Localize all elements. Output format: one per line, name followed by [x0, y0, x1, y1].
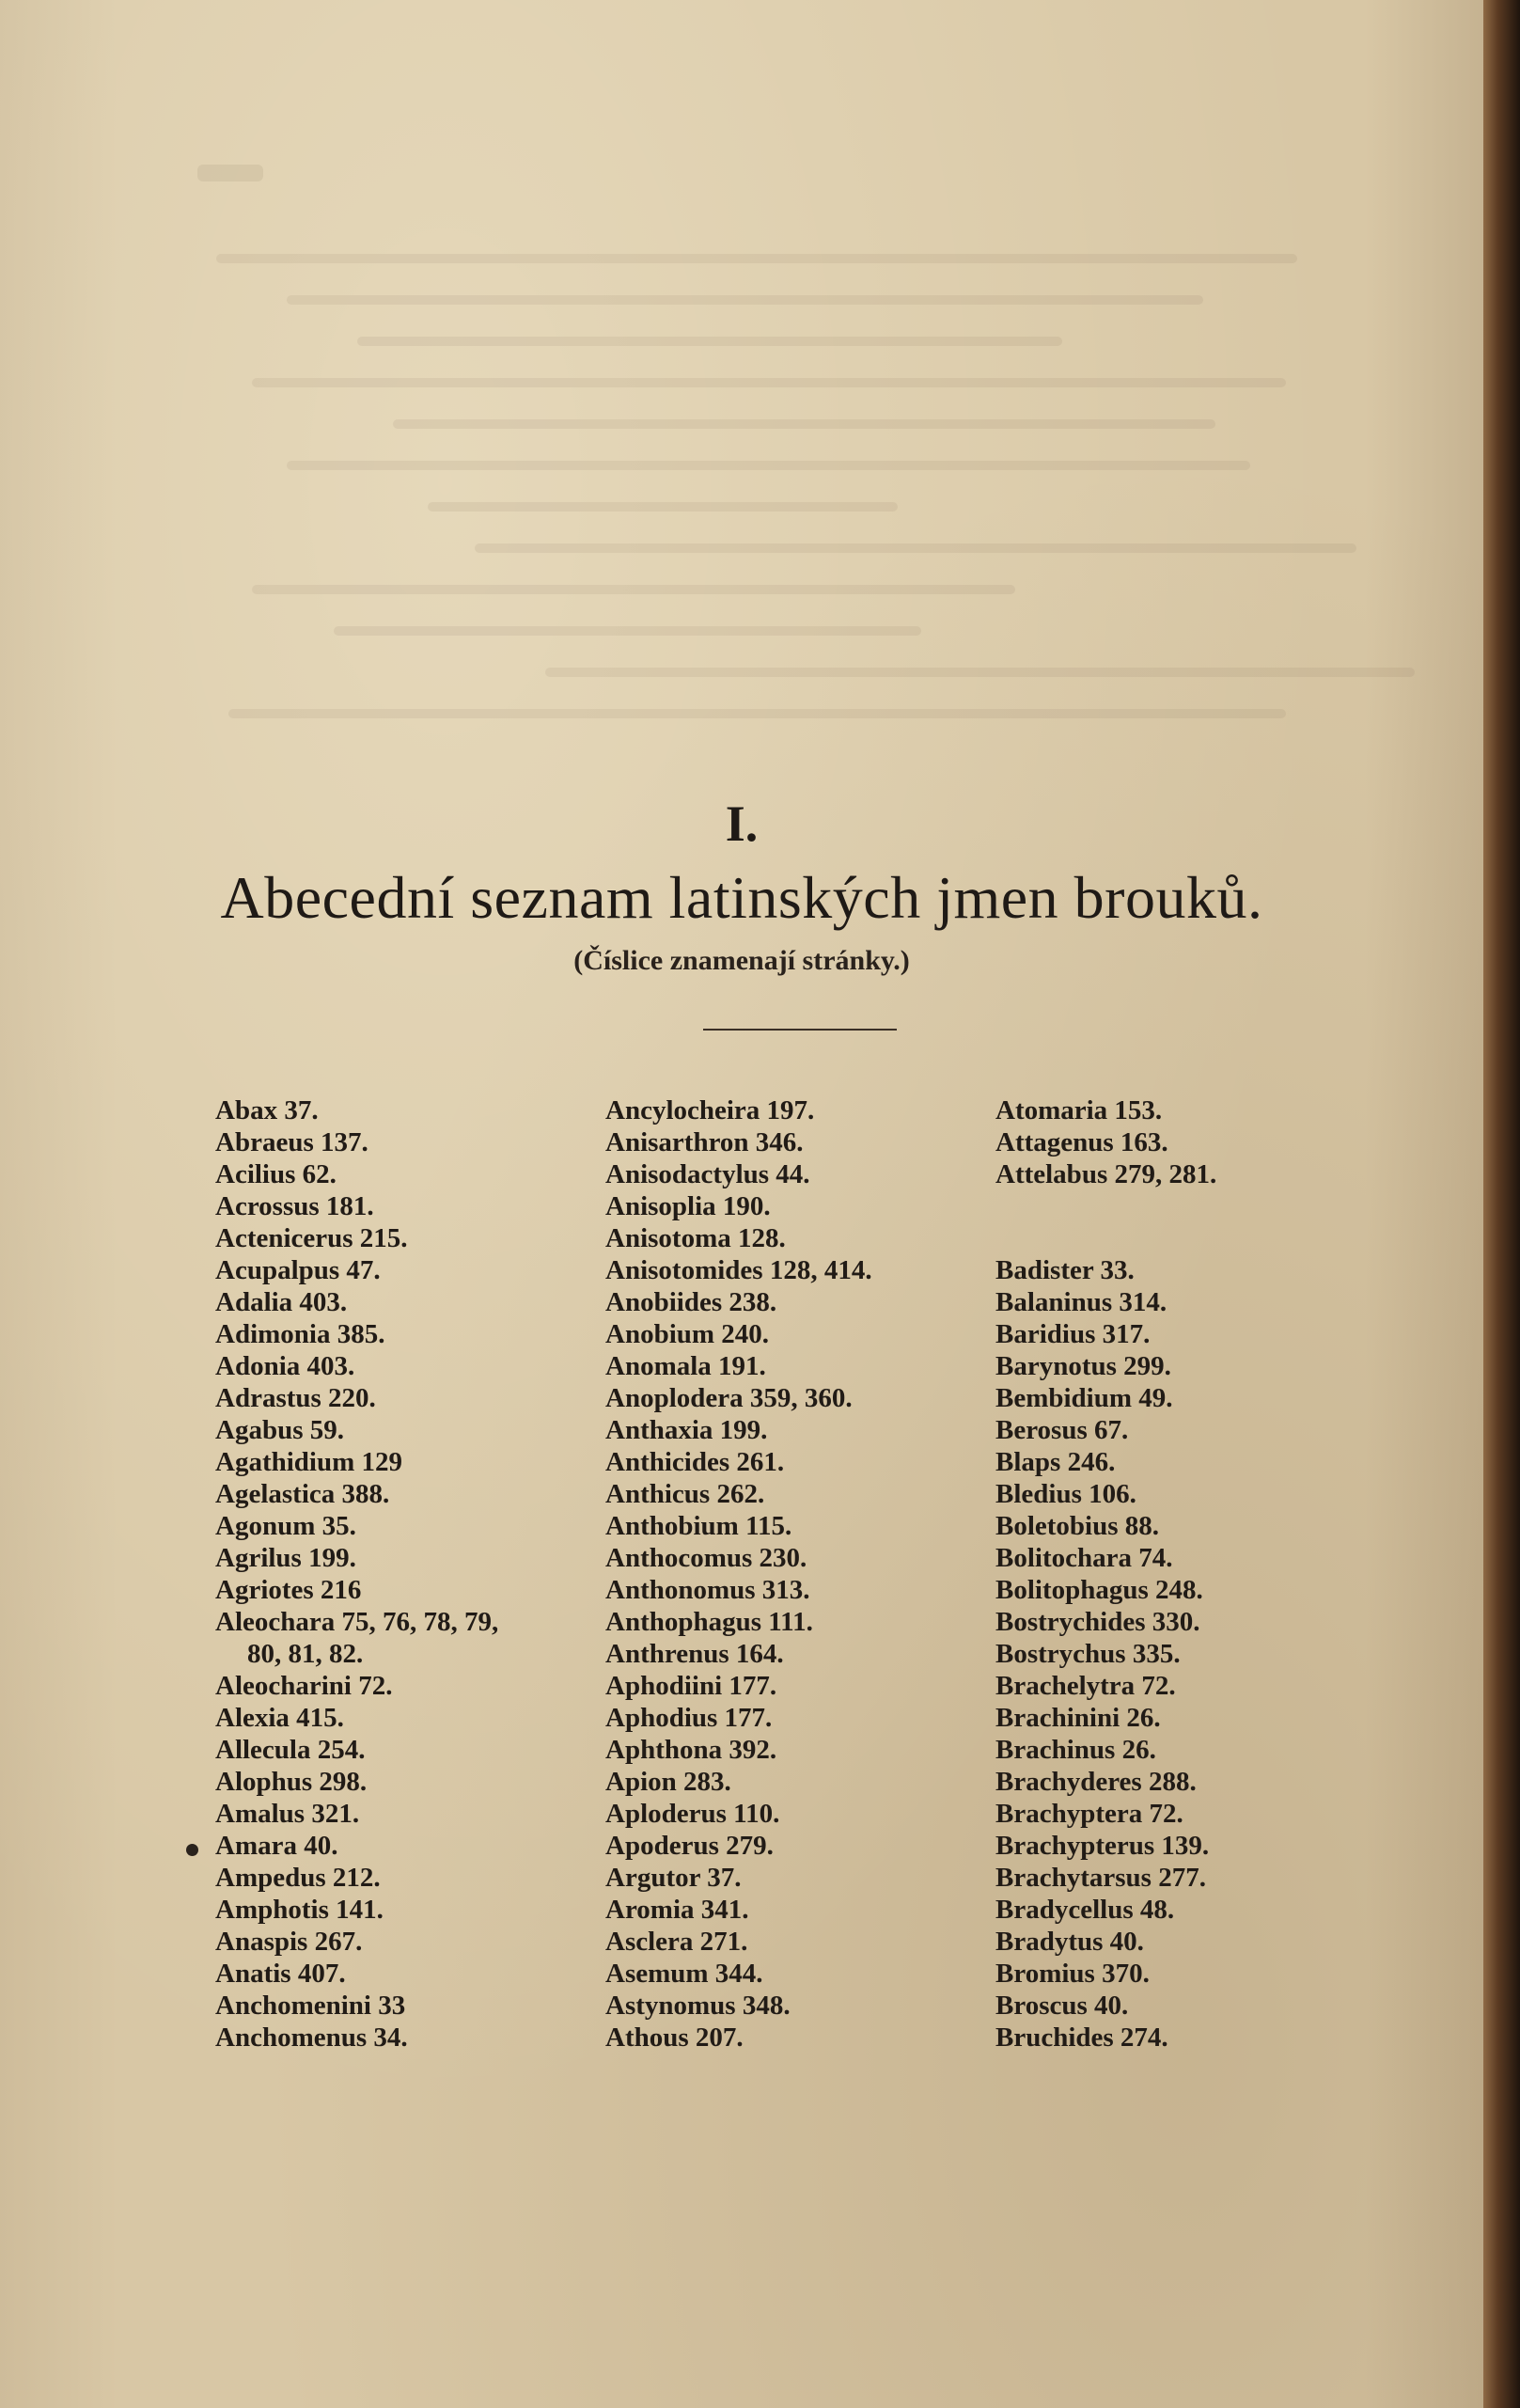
index-entry: Adrastus 220. [215, 1383, 376, 1413]
index-entry: Alophus 298. [215, 1767, 368, 1797]
index-entry: Bostrychides 330. [995, 1607, 1200, 1637]
index-entry: Berosus 67. [995, 1415, 1129, 1445]
index-entry: Ancylocheira 197. [605, 1095, 815, 1125]
index-entry: Brachinini 26. [995, 1703, 1161, 1733]
index-entry: Brachytarsus 277. [995, 1863, 1206, 1893]
bleed-through-folio [197, 165, 263, 181]
index-entry: Bradycellus 48. [995, 1895, 1175, 1925]
index-entry: Bruchides 274. [995, 2022, 1168, 2053]
index-entry-continuation: 80, 81, 82. [247, 1639, 364, 1669]
index-entry: Acilius 62. [215, 1159, 337, 1189]
index-entry: Brachinus 26. [995, 1735, 1156, 1765]
index-entry: Agriotes 216 [215, 1575, 362, 1605]
index-entry: Agabus 59. [215, 1415, 344, 1445]
index-entry: Brachyptera 72. [995, 1799, 1183, 1829]
index-entry: Apion 283. [605, 1767, 731, 1797]
index-entry: Amalus 321. [215, 1799, 360, 1829]
index-entry: Anobium 240. [605, 1319, 770, 1349]
letter-group-spacer [995, 1222, 1371, 1254]
index-entry: Bledius 106. [995, 1479, 1136, 1509]
index-entry: Anatis 407. [215, 1959, 346, 1989]
index-entry: Aploderus 110. [605, 1799, 780, 1829]
index-entry: Brachyderes 288. [995, 1767, 1197, 1797]
index-entry: Anobiides 238. [605, 1287, 777, 1317]
index-column-1 [215, 1094, 591, 2054]
index-entry: Anthicides 261. [605, 1447, 785, 1477]
index-entry: Adonia 403. [215, 1351, 355, 1381]
index-entry: Anisodactylus 44. [605, 1159, 810, 1189]
title-divider [703, 1029, 897, 1031]
index-entry: Anchomenini 33 [215, 1991, 406, 2021]
index-entry: Aleochara 75, 76, 78, 79, [215, 1607, 499, 1637]
index-entry: Bolitochara 74. [995, 1543, 1173, 1573]
index-entry: Bradytus 40. [995, 1927, 1144, 1957]
page-subtitle: (Číslice znamenají stránky.) [573, 945, 910, 976]
index-entry: Attagenus 163. [995, 1127, 1168, 1157]
index-entry: Aphodiini 177. [605, 1671, 777, 1701]
page-title: Abecední seznam latinských jmen brouků. [220, 864, 1263, 931]
index-entry: Asemum 344. [605, 1959, 763, 1989]
index-entry: Bromius 370. [995, 1959, 1150, 1989]
index-entry: Amphotis 141. [215, 1895, 384, 1925]
book-spine-edge [1483, 0, 1520, 2408]
index-entry: Anisotoma 128. [605, 1223, 786, 1253]
index-entry: Apoderus 279. [605, 1831, 774, 1861]
index-entry: Atomaria 153. [995, 1095, 1163, 1125]
index-entry: Blaps 246. [995, 1447, 1116, 1477]
index-entry: Allecula 254. [215, 1735, 366, 1765]
index-entry: Anthophagus 111. [605, 1607, 813, 1637]
index-entry: Anthobium 115. [605, 1511, 792, 1541]
index-entry: Acrossus 181. [215, 1191, 374, 1221]
index-entry: Anthaxia 199. [605, 1415, 768, 1445]
index-entry: Anthocomus 230. [605, 1543, 807, 1573]
index-entry: Alexia 415. [215, 1703, 344, 1733]
index-entry: Adalia 403. [215, 1287, 348, 1317]
index-entry: Acupalpus 47. [215, 1255, 381, 1285]
index-entry: Anthicus 262. [605, 1479, 765, 1509]
index-entry: Actenicerus 215. [215, 1223, 408, 1253]
index-entry: Agathidium 129 [215, 1447, 403, 1477]
index-entry: Anaspis 267. [215, 1927, 363, 1957]
index-entry: Bembidium 49. [995, 1383, 1173, 1413]
section-number: I. [725, 795, 759, 852]
index-entry: Anthrenus 164. [605, 1639, 784, 1669]
index-entry: Ampedus 212. [215, 1863, 381, 1893]
index-entry: Abax 37. [215, 1095, 319, 1125]
index-column-3 [995, 1094, 1371, 2054]
index-entry: Anisotomides 128, 414. [605, 1255, 872, 1285]
index-entry: Anomala 191. [605, 1351, 766, 1381]
index-entry: Agelastica 388. [215, 1479, 390, 1509]
index-entry: Broscus 40. [995, 1991, 1129, 2021]
index-entry: Agrilus 199. [215, 1543, 356, 1573]
index-entry: Adimonia 385. [215, 1319, 385, 1349]
index-entry: Abraeus 137. [215, 1127, 368, 1157]
index-entry: Aromia 341. [605, 1895, 749, 1925]
index-entry: Agonum 35. [215, 1511, 356, 1541]
index-entry: Balaninus 314. [995, 1287, 1167, 1317]
index-column-2 [605, 1094, 981, 2054]
index-entry: Badister 33. [995, 1255, 1135, 1285]
index-entry: Brachypterus 139. [995, 1831, 1210, 1861]
index-entry: Anisarthron 346. [605, 1127, 804, 1157]
index-entry: Anoplodera 359, 360. [605, 1383, 853, 1413]
index-entry: Aphthona 392. [605, 1735, 777, 1765]
letter-group-spacer [995, 1190, 1371, 1222]
index-entry: Athous 207. [605, 2022, 744, 2053]
index-entry: Amara 40. [215, 1831, 338, 1861]
index-entry: Aphodius 177. [605, 1703, 773, 1733]
index-entry: Brachelytra 72. [995, 1671, 1176, 1701]
index-entry: Attelabus 279, 281. [995, 1159, 1217, 1189]
index-entry: Bostrychus 335. [995, 1639, 1181, 1669]
index-entry: Aleocharini 72. [215, 1671, 393, 1701]
index-entry: Anchomenus 34. [215, 2022, 408, 2053]
index-entry: Baridius 317. [995, 1319, 1151, 1349]
index-entry: Astynomus 348. [605, 1991, 791, 2021]
index-entry: Barynotus 299. [995, 1351, 1171, 1381]
index-entry: Boletobius 88. [995, 1511, 1160, 1541]
bleed-through-text [216, 254, 1391, 743]
index-entry: Argutor 37. [605, 1863, 742, 1893]
index-entry: Asclera 271. [605, 1927, 748, 1957]
index-entry: Anthonomus 313. [605, 1575, 810, 1605]
index-entry: Bolitophagus 248. [995, 1575, 1203, 1605]
index-entry: Anisoplia 190. [605, 1191, 771, 1221]
ink-dot-mark [186, 1844, 198, 1856]
